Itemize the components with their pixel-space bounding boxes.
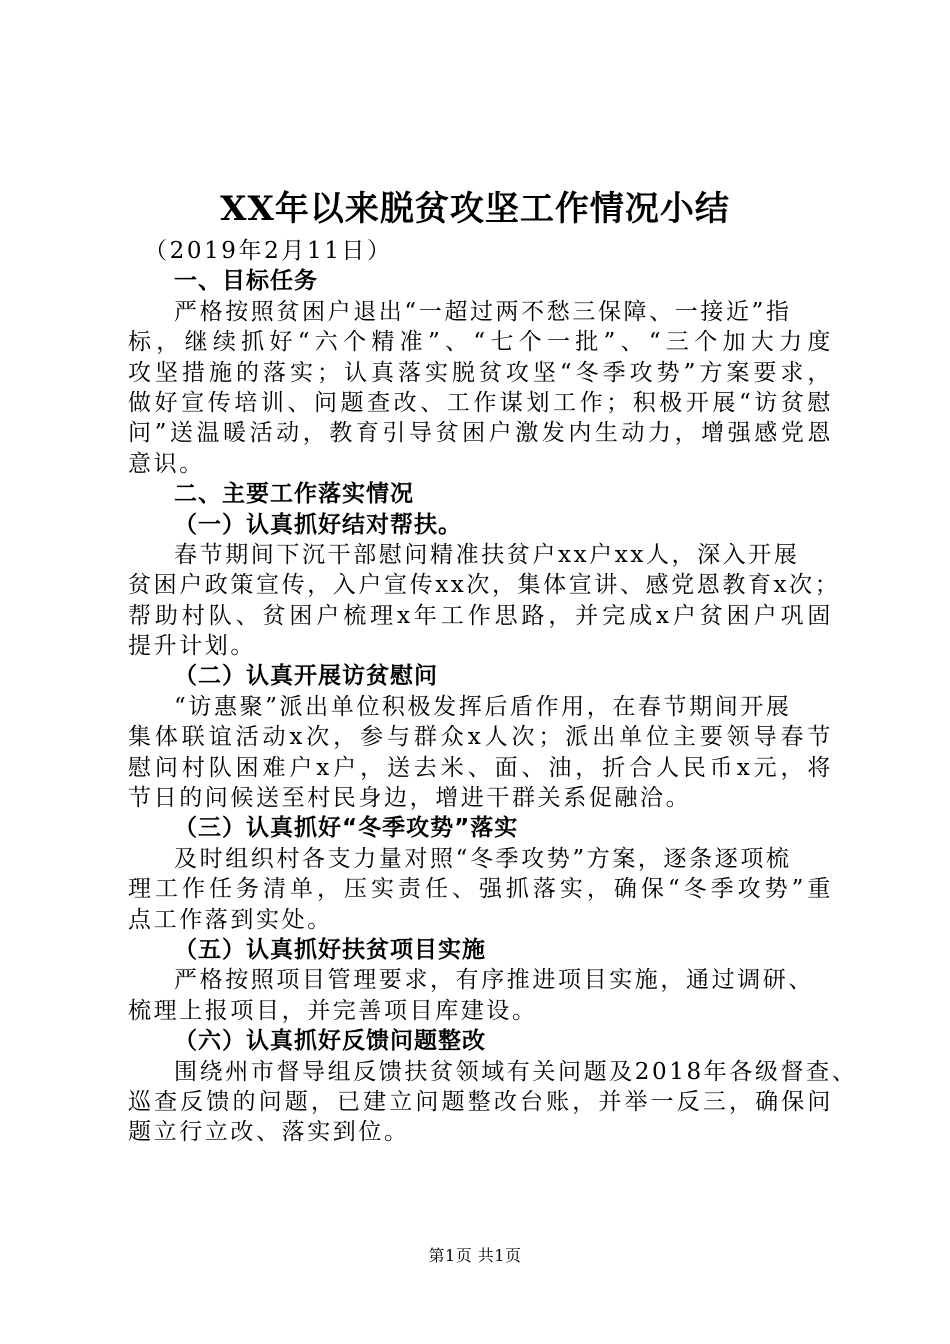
- paragraph-line: 及时组织村各支力量对照“冬季攻势”方案，逐条逐项梳: [174, 845, 792, 872]
- paragraph-line: 标，继续抓好“六个精准”、“七个一批”、“三个加大力度: [128, 329, 833, 356]
- subsection-heading: （三）认真抓好“冬季攻势”落实: [174, 815, 519, 842]
- paragraph-line: 问”送温暖活动，教育引导贫困户激发内生动力，增强感党恩: [128, 420, 833, 447]
- paragraph-line: 节日的问候送至村民身边，增进干群关系促融洽。: [128, 785, 692, 812]
- paragraph-line: “访惠聚”派出单位积极发挥后盾作用，在春节期间开展: [174, 693, 792, 720]
- paragraph-line: 春节期间下沉干部慰问精准扶贫户xx户xx人，深入开展: [174, 541, 800, 568]
- paragraph-line: 贫困户政策宣传，入户宣传xx次，集体宣讲、感党恩教育x次；: [128, 572, 841, 599]
- section-heading: 二、主要工作落实情况: [174, 481, 414, 508]
- paragraph-line: 题立行立改、落实到位。: [128, 1119, 410, 1146]
- paragraph-line: 意识。: [128, 450, 205, 477]
- paragraph-line: 点工作落到实处。: [128, 906, 333, 933]
- paragraph-line: 攻坚措施的落实；认真落实脱贫攻坚“冬季攻势”方案要求，: [128, 359, 833, 386]
- paragraph-line: 巡查反馈的问题，已建立问题整改台账，并举一反三，确保问: [128, 1088, 833, 1115]
- paragraph-line: 提升计划。: [128, 633, 256, 660]
- document-body: [128, 236, 858, 1148]
- paragraph-line: 慰问村队困难户x户，送去米、面、油，折合人民币x元，将: [128, 754, 833, 781]
- paragraph-line: 理工作任务清单，压实责任、强抓落实，确保“冬季攻势”重: [128, 876, 833, 903]
- paragraph-line: 梳理上报项目，并完善项目库建设。: [128, 997, 538, 1024]
- subsection-heading: （五）认真抓好扶贫项目实施: [174, 936, 486, 963]
- paragraph-line: 严格按照项目管理要求，有序推进项目实施，通过调研、: [174, 967, 814, 994]
- subsection-heading: （六）认真抓好反馈问题整改: [174, 1028, 486, 1055]
- paragraph-line: 帮助村队、贫困户梳理x年工作思路，并完成x户贫困户巩固: [128, 602, 833, 629]
- section-heading: 一、目标任务: [174, 268, 318, 295]
- paragraph-line: 严格按照贫困户退出“一超过两不愁三保障、一接近”指: [174, 298, 792, 325]
- document-title: XX年以来脱贫攻坚工作情况小结: [220, 189, 730, 229]
- paragraph-line: 做好宣传培训、问题查改、工作谋划工作；积极开展“访贫慰: [128, 389, 833, 416]
- paragraph-line: 围绕州市督导组反馈扶贫领域有关问题及2018年各级督查、: [174, 1058, 858, 1085]
- page-number-footer: 第1页 共1页: [428, 1246, 522, 1265]
- subsection-heading: （一）认真抓好结对帮扶。: [174, 511, 462, 538]
- subsection-heading: （二）认真开展访贫慰问: [174, 663, 438, 690]
- paragraph-line: 集体联谊活动x次，参与群众x人次；派出单位主要领导春节: [128, 724, 833, 751]
- document-date: （2019年2月11日）: [144, 238, 393, 264]
